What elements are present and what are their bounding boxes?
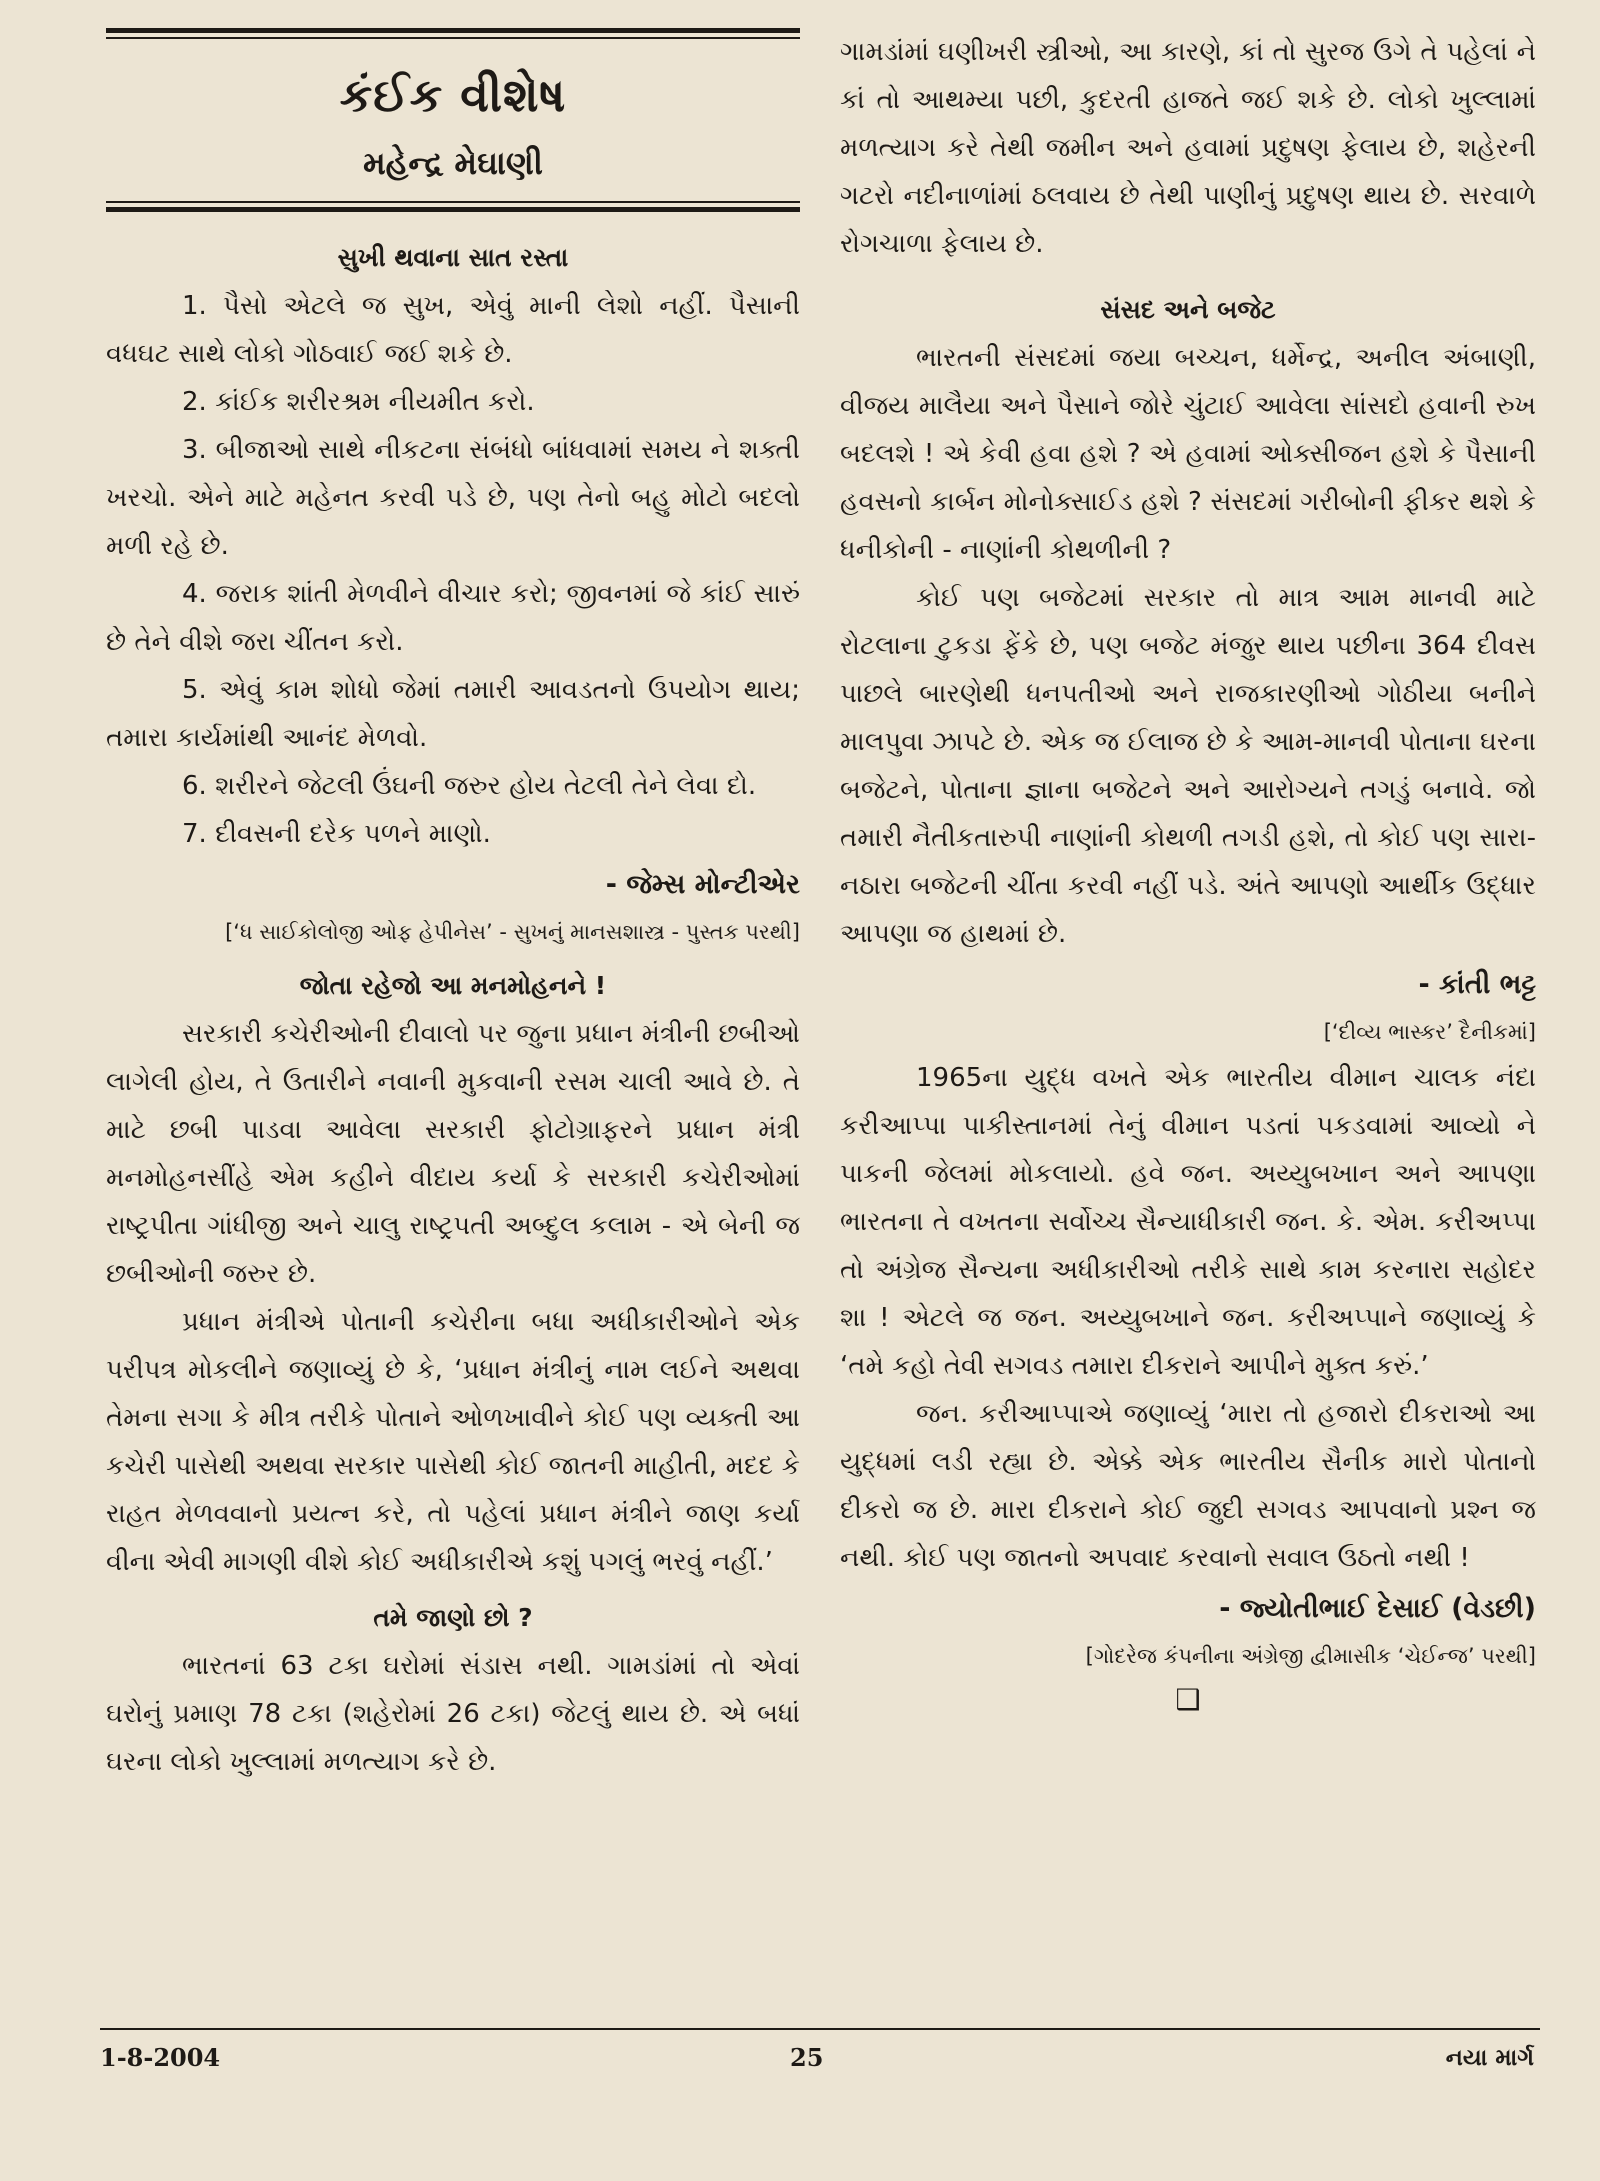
author-signature: - કાંતી ભટ્ટ bbox=[1418, 969, 1536, 1000]
section-heading: સંસદ અને બજેટ bbox=[1100, 295, 1276, 324]
paragraph: ભારતની સંસદમાં જયા બચ્ચન, ધર્મેન્દ્ર, અનીલ અંબાણી, વીજય માલૈયા અને પૈસાને જોરે ચુંટાઈ આવેલા સાંસદો હવાની રુખ બદલશે ! એ કેવી હવા હશે ? એ હવામાં ઓક્સીજન હશે કે પૈસાની હવસનો કાર્બન મોનોક્સાઈડ હશે ? સંસદમાં ગરીબોની ફીકર થશે કે ધનીકોની - નાણાંની કોથળીની ? bbox=[840, 343, 1536, 565]
masthead-top-rule bbox=[106, 28, 800, 33]
list-item: 1. પૈસો એટલે જ સુખ, એવું માની લેશો નહીં. પૈસાની વધઘટ સાથે લોકો ગોઠવાઈ જઈ શકે છે. bbox=[106, 291, 800, 369]
list-item: 5. એવું કામ શોધો જેમાં તમારી આવડતનો ઉપયોગ થાય; તમારા કાર્યમાંથી આનંદ મેળવો. bbox=[106, 675, 800, 753]
section-heading: તમે જાણો છો ? bbox=[373, 1603, 533, 1632]
list-item: 3. બીજાઓ સાથે નીકટના સંબંધો બાંધવામાં સમય ને શક્તી ખરચો. એને માટે મહેનત કરવી પડે છે, પણ તેનો બહુ મોટો બદલો મળી રહે છે. bbox=[106, 435, 800, 561]
column-author: મહેન્દ્ર મેઘાણી bbox=[363, 144, 543, 182]
journal-name: નયા માર્ગ bbox=[1445, 2045, 1534, 2071]
author-signature: - જ્યોતીભાઈ દેસાઈ (વેડછી) bbox=[1219, 1593, 1536, 1624]
right-column bbox=[840, 28, 1536, 1720]
column-title: કંઈક વીશેષ bbox=[339, 68, 567, 122]
list-item: 4. જરાક શાંતી મેળવીને વીચાર કરો; જીવનમાં જે કાંઈ સારું છે તેને વીશે જરા ચીંતન કરો. bbox=[106, 579, 800, 657]
paragraph: ભારતનાં 63 ટકા ઘરોમાં સંડાસ નથી. ગામડાંમાં તો એવાં ઘરોનું પ્રમાણ 78 ટકા (શહેરોમાં 26 ટકા) જેટલું થાય છે. એ બધાં ઘરના લોકો ખુલ્લામાં મળત્યાગ કરે છે. bbox=[106, 1651, 800, 1777]
section-heading: જોતા રહેજો આ મનમોહનને ! bbox=[299, 971, 607, 1000]
footer-date: 1-8-2004 bbox=[100, 2043, 221, 2072]
end-mark: ❑ bbox=[1175, 1683, 1201, 1716]
list-item: 6. શરીરને જેટલી ઉંઘની જરુર હોય તેટલી તેને લેવા દો. bbox=[182, 771, 757, 801]
masthead-bottom-rule-thin bbox=[106, 201, 800, 203]
paragraph: જન. કરીઆપ્પાએ જણાવ્યું ‘મારા તો હજારો દીકરાઓ આ યુદ્ધમાં લડી રહ્યા છે. એક્કે એક ભારતીય સૈનીક મારો પોતાનો દીકરો જ છે. મારા દીકરાને કોઈ જુદી સગવડ આપવાનો પ્રશ્ન જ નથી. કોઈ પણ જાતનો અપવાદ કરવાનો સવાલ ઉઠતો નથી ! bbox=[840, 1399, 1536, 1573]
masthead-top-rule-thin bbox=[106, 37, 800, 39]
paragraph: સરકારી કચેરીઓની દીવાલો પર જુના પ્રધાન મંત્રીની છબીઓ લાગેલી હોય, તે ઉતારીને નવાની મુકવાની રસમ ચાલી આવે છે. તે માટે છબી પાડવા આવેલા સરકારી ફોટોગ્રાફરને પ્રધાન મંત્રી મનમોહનસીંહે એમ કહીને વીદાય કર્યા કે સરકારી કચેરીઓમાં રાષ્ટ્રપીતા ગાંધીજી અને ચાલુ રાષ્ટ્રપતી અબ્દુલ કલામ - એ બેની જ છબીઓની જરુર છે. bbox=[106, 1019, 800, 1289]
list-item: 7. દીવસની દરેક પળને માણો. bbox=[182, 819, 491, 849]
paragraph-continuation: ગામડાંમાં ઘણીખરી સ્ત્રીઓ, આ કારણે, કાં તો સુરજ ઉગે તે પહેલાં ને કાં તો આથમ્યા પછી, કુદરતી હાજતે જઈ શકે છે. લોકો ખુલ્લામાં મળત્યાગ કરે તેથી જમીન અને હવામાં પ્રદુષણ ફેલાય છે, શહેરની ગટરો નદીનાળાંમાં ઠલવાય છે તેથી પાણીનું પ્રદુષણ થાય છે. સરવાળે રોગચાળા ફેલાય છે. bbox=[840, 37, 1536, 259]
page-number: 25 bbox=[790, 2043, 824, 2072]
list-item: 2. કાંઈક શરીરશ્રમ નીયમીત કરો. bbox=[182, 387, 535, 417]
footer-rule bbox=[100, 2028, 1540, 2030]
paragraph: કોઈ પણ બજેટમાં સરકાર તો માત્ર આમ માનવી માટે રોટલાના ટુકડા ફેંકે છે, પણ બજેટ મંજુર થાય પછીના 364 દીવસ પાછલે બારણેથી ધનપતીઓ અને રાજકારણીઓ ગોઠીયા બનીને માલપુવા ઝાપટે છે. એક જ ઈલાજ છે કે આમ-માનવી પોતાના ઘરના બજેટને, પોતાના જ્ઞાના બજેટને અને આરોગ્યને તગડું બનાવે. જો તમારી નૈતીકતારુપી નાણાંની કોથળી તગડી હશે, તો કોઈ પણ સારા-નઠારા બજેટની ચીંતા કરવી નહીં પડે. અંતે આપણો આર્થીક ઉદ્ધાર આપણા જ હાથમાં છે. bbox=[840, 583, 1536, 949]
paragraph: 1965ના યુદ્ધ વખતે એક ભારતીય વીમાન ચાલક નંદા કરીઆપ્પા પાકીસ્તાનમાં તેનું વીમાન પડતાં પકડવામાં આવ્યો ને પાકની જેલમાં મોકલાયો. હવે જન. અય્યુબખાન અને આપણા ભારતના તે વખતના સર્વોચ્ચ સૈન્યાધીકારી જન. કે. એમ. કરીઅપ્પા તો અંગ્રેજ સૈન્યના અધીકારીઓ તરીકે સાથે કામ કરનારા સહોદર શા ! એટલે જ જન. અય્યુબખાને જન. કરીઅપ્પાને જણાવ્યું કે ‘તમે કહો તેવી સગવડ તમારા દીકરાને આપીને મુક્ત કરું.’ bbox=[840, 1063, 1536, 1381]
source-citation: [‘ધ સાઈકોલોજી ઓફ હેપીનેસ’ - સુખનું માનસશાસ્ત્ર - પુસ્તક પરથી] bbox=[225, 920, 800, 944]
paragraph: પ્રધાન મંત્રીએ પોતાની કચેરીના બધા અધીકારીઓને એક પરીપત્ર મોકલીને જણાવ્યું છે કે, ‘પ્રધાન મંત્રીનું નામ લઈને અથવા તેમના સગા કે મીત્ર તરીકે પોતાને ઓળખાવીને કોઈ પણ વ્યક્તી આ કચેરી પાસેથી અથવા સરકાર પાસેથી કોઈ જાતની માહીતી, મદદ કે રાહત મેળવવાનો પ્રયત્ન કરે, તો પહેલાં પ્રધાન મંત્રીને જાણ કર્યા વીના એવી માગણી વીશે કોઈ અધીકારીએ કશું પગલું ભરવું નહીં.’ bbox=[106, 1307, 800, 1577]
left-column bbox=[106, 28, 800, 1786]
author-signature: - જેમ્સ મોન્ટીએર bbox=[605, 869, 800, 900]
section-heading: સુખી થવાના સાત રસ્તા bbox=[337, 243, 569, 272]
source-citation: [ગોદરેજ કંપનીના અંગ્રેજી દ્વીમાસીક ‘ચેઈન્જ’ પરથી] bbox=[1085, 1644, 1536, 1668]
source-citation: [‘દીવ્ય ભાસ્કર’ દૈનીકમાં] bbox=[1323, 1020, 1536, 1044]
